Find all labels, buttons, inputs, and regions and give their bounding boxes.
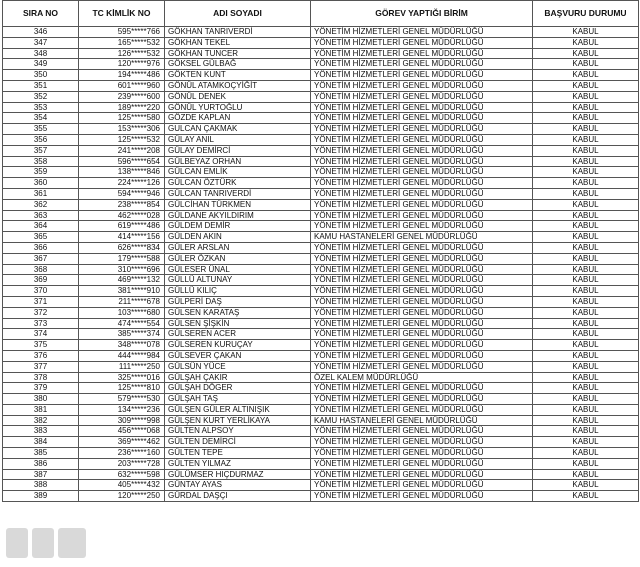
- cell-gorev-birimi: YÖNETİM HİZMETLERİ GENEL MÜDÜRLÜĞÜ: [311, 59, 533, 70]
- cell-basvuru-durumu: KABUL: [533, 59, 639, 70]
- cell-adi-soyadi: GÜLTEN TEPE: [165, 448, 311, 459]
- cell-basvuru-durumu: KABUL: [533, 372, 639, 383]
- cell-tc-kimlik-no: 125*****580: [79, 113, 165, 124]
- cell-sira-no: 375: [3, 340, 79, 351]
- cell-gorev-birimi: YÖNETİM HİZMETLERİ GENEL MÜDÜRLÜĞÜ: [311, 448, 533, 459]
- cell-sira-no: 373: [3, 318, 79, 329]
- cell-adi-soyadi: GÖKHAN TEKEL: [165, 37, 311, 48]
- cell-gorev-birimi: YÖNETİM HİZMETLERİ GENEL MÜDÜRLÜĞÜ: [311, 329, 533, 340]
- cell-sira-no: 350: [3, 70, 79, 81]
- cell-sira-no: 348: [3, 48, 79, 59]
- cell-gorev-birimi: YÖNETİM HİZMETLERİ GENEL MÜDÜRLÜĞÜ: [311, 394, 533, 405]
- cell-basvuru-durumu: KABUL: [533, 361, 639, 372]
- cell-sira-no: 372: [3, 307, 79, 318]
- cell-adi-soyadi: GÜLTEN DEMİRCİ: [165, 437, 311, 448]
- cell-sira-no: 374: [3, 329, 79, 340]
- cell-tc-kimlik-no: 138*****846: [79, 167, 165, 178]
- cell-sira-no: 353: [3, 102, 79, 113]
- cell-tc-kimlik-no: 111*****250: [79, 361, 165, 372]
- cell-basvuru-durumu: KABUL: [533, 296, 639, 307]
- cell-basvuru-durumu: KABUL: [533, 480, 639, 491]
- cell-tc-kimlik-no: 236*****160: [79, 448, 165, 459]
- table-row: [3, 113, 639, 124]
- cell-sira-no: 356: [3, 134, 79, 145]
- cell-tc-kimlik-no: 238*****854: [79, 199, 165, 210]
- cell-basvuru-durumu: KABUL: [533, 404, 639, 415]
- cell-adi-soyadi: GÖNÜL DENEK: [165, 91, 311, 102]
- cell-gorev-birimi: YÖNETİM HİZMETLERİ GENEL MÜDÜRLÜĞÜ: [311, 491, 533, 502]
- cell-gorev-birimi: YÖNETİM HİZMETLERİ GENEL MÜDÜRLÜĞÜ: [311, 480, 533, 491]
- cell-tc-kimlik-no: 632*****598: [79, 469, 165, 480]
- cell-gorev-birimi: YÖNETİM HİZMETLERİ GENEL MÜDÜRLÜĞÜ: [311, 156, 533, 167]
- cell-adi-soyadi: GÜLAY DEMİRCİ: [165, 145, 311, 156]
- cell-gorev-birimi: YÖNETİM HİZMETLERİ GENEL MÜDÜRLÜĞÜ: [311, 350, 533, 361]
- cell-adi-soyadi: GÜNTAY AYAS: [165, 480, 311, 491]
- cell-basvuru-durumu: KABUL: [533, 242, 639, 253]
- cell-adi-soyadi: GÜLCAN EMLİK: [165, 167, 311, 178]
- table-row: [3, 275, 639, 286]
- cell-tc-kimlik-no: 224*****126: [79, 178, 165, 189]
- table-row: [3, 48, 639, 59]
- cell-tc-kimlik-no: 414*****156: [79, 232, 165, 243]
- cell-tc-kimlik-no: 579*****530: [79, 394, 165, 405]
- cell-gorev-birimi: KAMU HASTANELERİ GENEL MÜDÜRLÜĞÜ: [311, 415, 533, 426]
- cell-basvuru-durumu: KABUL: [533, 286, 639, 297]
- cell-sira-no: 387: [3, 469, 79, 480]
- cell-basvuru-durumu: KABUL: [533, 70, 639, 81]
- cell-basvuru-durumu: KABUL: [533, 178, 639, 189]
- cell-adi-soyadi: GÖKTEN KUNT: [165, 70, 311, 81]
- cell-adi-soyadi: GÖKSEL GÜLBAĞ: [165, 59, 311, 70]
- cell-basvuru-durumu: KABUL: [533, 210, 639, 221]
- cell-tc-kimlik-no: 241*****208: [79, 145, 165, 156]
- cell-gorev-birimi: YÖNETİM HİZMETLERİ GENEL MÜDÜRLÜĞÜ: [311, 145, 533, 156]
- cell-gorev-birimi: ÖZEL KALEM MÜDÜRLÜĞÜ: [311, 372, 533, 383]
- cell-tc-kimlik-no: 125*****532: [79, 134, 165, 145]
- table-row: [3, 296, 639, 307]
- cell-basvuru-durumu: KABUL: [533, 167, 639, 178]
- cell-gorev-birimi: YÖNETİM HİZMETLERİ GENEL MÜDÜRLÜĞÜ: [311, 264, 533, 275]
- cell-adi-soyadi: GÜLTEN ALPSOY: [165, 426, 311, 437]
- cell-basvuru-durumu: KABUL: [533, 491, 639, 502]
- cell-basvuru-durumu: KABUL: [533, 27, 639, 38]
- cell-sira-no: 384: [3, 437, 79, 448]
- cell-sira-no: 349: [3, 59, 79, 70]
- table-row: [3, 372, 639, 383]
- cell-gorev-birimi: YÖNETİM HİZMETLERİ GENEL MÜDÜRLÜĞÜ: [311, 167, 533, 178]
- cell-tc-kimlik-no: 189*****220: [79, 102, 165, 113]
- table-row: [3, 307, 639, 318]
- cell-adi-soyadi: GÖKHAN TANRIVERDİ: [165, 27, 311, 38]
- table-row: [3, 91, 639, 102]
- cell-basvuru-durumu: KABUL: [533, 253, 639, 264]
- cell-basvuru-durumu: KABUL: [533, 469, 639, 480]
- table-row: [3, 178, 639, 189]
- cell-sira-no: 358: [3, 156, 79, 167]
- cell-gorev-birimi: YÖNETİM HİZMETLERİ GENEL MÜDÜRLÜĞÜ: [311, 469, 533, 480]
- cell-gorev-birimi: YÖNETİM HİZMETLERİ GENEL MÜDÜRLÜĞÜ: [311, 437, 533, 448]
- cell-basvuru-durumu: KABUL: [533, 91, 639, 102]
- cell-tc-kimlik-no: 594*****946: [79, 188, 165, 199]
- cell-basvuru-durumu: KABUL: [533, 437, 639, 448]
- cell-sira-no: 382: [3, 415, 79, 426]
- table-row: [3, 426, 639, 437]
- cell-adi-soyadi: GÜLDEN AKIN: [165, 232, 311, 243]
- cell-sira-no: 369: [3, 275, 79, 286]
- cell-sira-no: 355: [3, 124, 79, 135]
- table-header: [3, 1, 639, 27]
- cell-adi-soyadi: GÜLER ARSLAN: [165, 242, 311, 253]
- table-row: [3, 232, 639, 243]
- cell-basvuru-durumu: KABUL: [533, 448, 639, 459]
- cell-basvuru-durumu: KABUL: [533, 232, 639, 243]
- cell-tc-kimlik-no: 120*****250: [79, 491, 165, 502]
- cell-tc-kimlik-no: 601*****960: [79, 80, 165, 91]
- table-row: [3, 156, 639, 167]
- cell-adi-soyadi: GÜLBEYAZ ORHAN: [165, 156, 311, 167]
- header-basvuru-durumu: BAŞVURU DURUMU: [533, 1, 639, 27]
- cell-gorev-birimi: YÖNETİM HİZMETLERİ GENEL MÜDÜRLÜĞÜ: [311, 340, 533, 351]
- cell-gorev-birimi: YÖNETİM HİZMETLERİ GENEL MÜDÜRLÜĞÜ: [311, 113, 533, 124]
- table-row: [3, 59, 639, 70]
- table-row: [3, 340, 639, 351]
- cell-sira-no: 351: [3, 80, 79, 91]
- cell-gorev-birimi: YÖNETİM HİZMETLERİ GENEL MÜDÜRLÜĞÜ: [311, 361, 533, 372]
- table-row: [3, 167, 639, 178]
- cell-gorev-birimi: YÖNETİM HİZMETLERİ GENEL MÜDÜRLÜĞÜ: [311, 383, 533, 394]
- cell-sira-no: 379: [3, 383, 79, 394]
- cell-adi-soyadi: GÜLŞEN GÜLER ALTINIŞIK: [165, 404, 311, 415]
- cell-adi-soyadi: GÜLESER ÜNAL: [165, 264, 311, 275]
- cell-gorev-birimi: YÖNETİM HİZMETLERİ GENEL MÜDÜRLÜĞÜ: [311, 27, 533, 38]
- cell-tc-kimlik-no: 325*****016: [79, 372, 165, 383]
- cell-gorev-birimi: YÖNETİM HİZMETLERİ GENEL MÜDÜRLÜĞÜ: [311, 253, 533, 264]
- cell-adi-soyadi: GÜRDAL DAŞÇI: [165, 491, 311, 502]
- table-row: [3, 221, 639, 232]
- cell-tc-kimlik-no: 619*****486: [79, 221, 165, 232]
- cell-adi-soyadi: GÜLAY ANIL: [165, 134, 311, 145]
- table-row: [3, 480, 639, 491]
- cell-basvuru-durumu: KABUL: [533, 80, 639, 91]
- table-row: [3, 102, 639, 113]
- table-row: [3, 145, 639, 156]
- cell-adi-soyadi: GÖZDE KAPLAN: [165, 113, 311, 124]
- cell-tc-kimlik-no: 120*****976: [79, 59, 165, 70]
- cell-gorev-birimi: YÖNETİM HİZMETLERİ GENEL MÜDÜRLÜĞÜ: [311, 134, 533, 145]
- cell-gorev-birimi: YÖNETİM HİZMETLERİ GENEL MÜDÜRLÜĞÜ: [311, 70, 533, 81]
- cell-basvuru-durumu: KABUL: [533, 188, 639, 199]
- cell-sira-no: 376: [3, 350, 79, 361]
- cell-gorev-birimi: YÖNETİM HİZMETLERİ GENEL MÜDÜRLÜĞÜ: [311, 221, 533, 232]
- cell-basvuru-durumu: KABUL: [533, 134, 639, 145]
- cell-sira-no: 377: [3, 361, 79, 372]
- cell-sira-no: 361: [3, 188, 79, 199]
- cell-basvuru-durumu: KABUL: [533, 394, 639, 405]
- table-row: [3, 70, 639, 81]
- cell-basvuru-durumu: KABUL: [533, 48, 639, 59]
- cell-gorev-birimi: YÖNETİM HİZMETLERİ GENEL MÜDÜRLÜĞÜ: [311, 188, 533, 199]
- cell-sira-no: 383: [3, 426, 79, 437]
- table-row: [3, 491, 639, 502]
- table-row: [3, 210, 639, 221]
- cell-tc-kimlik-no: 125*****810: [79, 383, 165, 394]
- cell-gorev-birimi: YÖNETİM HİZMETLERİ GENEL MÜDÜRLÜĞÜ: [311, 404, 533, 415]
- cell-basvuru-durumu: KABUL: [533, 264, 639, 275]
- cell-sira-no: 362: [3, 199, 79, 210]
- cell-sira-no: 389: [3, 491, 79, 502]
- cell-adi-soyadi: GÜLŞEN KURT YERLİKAYA: [165, 415, 311, 426]
- cell-gorev-birimi: YÖNETİM HİZMETLERİ GENEL MÜDÜRLÜĞÜ: [311, 458, 533, 469]
- cell-basvuru-durumu: KABUL: [533, 113, 639, 124]
- table-row: [3, 329, 639, 340]
- cell-basvuru-durumu: KABUL: [533, 350, 639, 361]
- cell-tc-kimlik-no: 405*****432: [79, 480, 165, 491]
- cell-tc-kimlik-no: 165*****532: [79, 37, 165, 48]
- cell-gorev-birimi: YÖNETİM HİZMETLERİ GENEL MÜDÜRLÜĞÜ: [311, 91, 533, 102]
- cell-tc-kimlik-no: 126*****532: [79, 48, 165, 59]
- table-row: [3, 415, 639, 426]
- cell-sira-no: 365: [3, 232, 79, 243]
- cell-adi-soyadi: GÜLCAN TANRIVERDİ: [165, 188, 311, 199]
- cell-basvuru-durumu: KABUL: [533, 383, 639, 394]
- cell-basvuru-durumu: KABUL: [533, 275, 639, 286]
- cell-adi-soyadi: GÜLPERİ DAŞ: [165, 296, 311, 307]
- cell-tc-kimlik-no: 211*****678: [79, 296, 165, 307]
- cell-tc-kimlik-no: 103*****680: [79, 307, 165, 318]
- table-row: [3, 27, 639, 38]
- table-row: [3, 188, 639, 199]
- table-row: [3, 394, 639, 405]
- cell-sira-no: 360: [3, 178, 79, 189]
- cell-adi-soyadi: GÜLSEVER ÇAKAN: [165, 350, 311, 361]
- cell-basvuru-durumu: KABUL: [533, 37, 639, 48]
- cell-adi-soyadi: GÜLLÜ ALTUNAY: [165, 275, 311, 286]
- cell-tc-kimlik-no: 194*****486: [79, 70, 165, 81]
- cell-adi-soyadi: GÜLER ÖZKAN: [165, 253, 311, 264]
- cell-sira-no: 359: [3, 167, 79, 178]
- cell-basvuru-durumu: KABUL: [533, 307, 639, 318]
- cell-adi-soyadi: GÜLŞAH TAŞ: [165, 394, 311, 405]
- cell-tc-kimlik-no: 179*****588: [79, 253, 165, 264]
- cell-sira-no: 388: [3, 480, 79, 491]
- cell-sira-no: 386: [3, 458, 79, 469]
- cell-basvuru-durumu: KABUL: [533, 426, 639, 437]
- cell-basvuru-durumu: KABUL: [533, 221, 639, 232]
- table-row: [3, 80, 639, 91]
- cell-gorev-birimi: KAMU HASTANELERİ GENEL MÜDÜRLÜĞÜ: [311, 232, 533, 243]
- cell-basvuru-durumu: KABUL: [533, 458, 639, 469]
- cell-tc-kimlik-no: 203*****728: [79, 458, 165, 469]
- cell-tc-kimlik-no: 444*****984: [79, 350, 165, 361]
- cell-gorev-birimi: YÖNETİM HİZMETLERİ GENEL MÜDÜRLÜĞÜ: [311, 286, 533, 297]
- cell-tc-kimlik-no: 626*****834: [79, 242, 165, 253]
- cell-basvuru-durumu: KABUL: [533, 199, 639, 210]
- cell-sira-no: 354: [3, 113, 79, 124]
- cell-sira-no: 385: [3, 448, 79, 459]
- table-body: [3, 27, 639, 502]
- table-row: [3, 318, 639, 329]
- table-row: [3, 199, 639, 210]
- cell-basvuru-durumu: KABUL: [533, 156, 639, 167]
- cell-sira-no: 368: [3, 264, 79, 275]
- cell-gorev-birimi: YÖNETİM HİZMETLERİ GENEL MÜDÜRLÜĞÜ: [311, 124, 533, 135]
- cell-tc-kimlik-no: 381*****910: [79, 286, 165, 297]
- cell-sira-no: 366: [3, 242, 79, 253]
- header-gorev-birimi: GÖREV YAPTIĞI BİRİM: [311, 1, 533, 27]
- cell-sira-no: 380: [3, 394, 79, 405]
- cell-tc-kimlik-no: 239*****600: [79, 91, 165, 102]
- cell-sira-no: 347: [3, 37, 79, 48]
- cell-sira-no: 346: [3, 27, 79, 38]
- cell-gorev-birimi: YÖNETİM HİZMETLERİ GENEL MÜDÜRLÜĞÜ: [311, 37, 533, 48]
- cell-adi-soyadi: GÜLSEREN KURUÇAY: [165, 340, 311, 351]
- cell-adi-soyadi: GÖKHAN TUNCER: [165, 48, 311, 59]
- cell-tc-kimlik-no: 462*****028: [79, 210, 165, 221]
- cell-basvuru-durumu: KABUL: [533, 102, 639, 113]
- cell-gorev-birimi: YÖNETİM HİZMETLERİ GENEL MÜDÜRLÜĞÜ: [311, 296, 533, 307]
- table-row: [3, 242, 639, 253]
- cell-adi-soyadi: GÖNÜL YURTOĞLU: [165, 102, 311, 113]
- table-row: [3, 286, 639, 297]
- cell-tc-kimlik-no: 153*****306: [79, 124, 165, 135]
- cell-gorev-birimi: YÖNETİM HİZMETLERİ GENEL MÜDÜRLÜĞÜ: [311, 307, 533, 318]
- table-row: [3, 264, 639, 275]
- cell-basvuru-durumu: KABUL: [533, 318, 639, 329]
- cell-basvuru-durumu: KABUL: [533, 124, 639, 135]
- cell-tc-kimlik-no: 385*****374: [79, 329, 165, 340]
- cell-tc-kimlik-no: 309*****998: [79, 415, 165, 426]
- cell-tc-kimlik-no: 134*****236: [79, 404, 165, 415]
- cell-adi-soyadi: GÜLCAN ÖZTÜRK: [165, 178, 311, 189]
- cell-sira-no: 378: [3, 372, 79, 383]
- table-row: [3, 383, 639, 394]
- cell-gorev-birimi: YÖNETİM HİZMETLERİ GENEL MÜDÜRLÜĞÜ: [311, 275, 533, 286]
- table-row: [3, 448, 639, 459]
- cell-gorev-birimi: YÖNETİM HİZMETLERİ GENEL MÜDÜRLÜĞÜ: [311, 48, 533, 59]
- cell-gorev-birimi: YÖNETİM HİZMETLERİ GENEL MÜDÜRLÜĞÜ: [311, 210, 533, 221]
- cell-gorev-birimi: YÖNETİM HİZMETLERİ GENEL MÜDÜRLÜĞÜ: [311, 242, 533, 253]
- cell-sira-no: 371: [3, 296, 79, 307]
- cell-adi-soyadi: GÜLÜMSER HIÇDURMAZ: [165, 469, 311, 480]
- watermark-logo: [4, 522, 90, 564]
- cell-tc-kimlik-no: 474*****554: [79, 318, 165, 329]
- cell-basvuru-durumu: KABUL: [533, 415, 639, 426]
- cell-adi-soyadi: GÜLDANE AKYILDIRIM: [165, 210, 311, 221]
- table-row: [3, 361, 639, 372]
- table-row: [3, 134, 639, 145]
- header-sira-no: SIRA NO: [3, 1, 79, 27]
- cell-gorev-birimi: YÖNETİM HİZMETLERİ GENEL MÜDÜRLÜĞÜ: [311, 178, 533, 189]
- cell-basvuru-durumu: KABUL: [533, 145, 639, 156]
- cell-adi-soyadi: GÜLSEN KARATAŞ: [165, 307, 311, 318]
- cell-adi-soyadi: GÜLTEN YILMAZ: [165, 458, 311, 469]
- cell-adi-soyadi: GÜLSEN ŞİŞKİN: [165, 318, 311, 329]
- applicant-table: [2, 0, 639, 502]
- cell-adi-soyadi: GÖNÜL ATAMKOÇYİĞİT: [165, 80, 311, 91]
- table-row: [3, 253, 639, 264]
- cell-tc-kimlik-no: 595*****766: [79, 27, 165, 38]
- cell-sira-no: 370: [3, 286, 79, 297]
- table-row: [3, 458, 639, 469]
- cell-sira-no: 357: [3, 145, 79, 156]
- cell-sira-no: 367: [3, 253, 79, 264]
- cell-sira-no: 352: [3, 91, 79, 102]
- cell-gorev-birimi: YÖNETİM HİZMETLERİ GENEL MÜDÜRLÜĞÜ: [311, 80, 533, 91]
- cell-adi-soyadi: GÜLSÜN YÜCE: [165, 361, 311, 372]
- header-row: [3, 1, 639, 27]
- cell-basvuru-durumu: KABUL: [533, 340, 639, 351]
- cell-sira-no: 364: [3, 221, 79, 232]
- cell-basvuru-durumu: KABUL: [533, 329, 639, 340]
- table-row: [3, 404, 639, 415]
- cell-sira-no: 363: [3, 210, 79, 221]
- cell-gorev-birimi: YÖNETİM HİZMETLERİ GENEL MÜDÜRLÜĞÜ: [311, 426, 533, 437]
- table-row: [3, 469, 639, 480]
- header-adi-soyadi: ADI SOYADI: [165, 1, 311, 27]
- cell-adi-soyadi: GÜLLÜ KILIÇ: [165, 286, 311, 297]
- cell-tc-kimlik-no: 469*****132: [79, 275, 165, 286]
- cell-tc-kimlik-no: 310*****696: [79, 264, 165, 275]
- cell-adi-soyadi: GÜLŞAH ÇAKIR: [165, 372, 311, 383]
- table-row: [3, 350, 639, 361]
- cell-adi-soyadi: GÜLSEREN ACER: [165, 329, 311, 340]
- cell-tc-kimlik-no: 456*****068: [79, 426, 165, 437]
- cell-tc-kimlik-no: 348*****078: [79, 340, 165, 351]
- table-row: [3, 437, 639, 448]
- cell-adi-soyadi: GULCAN ÇAKMAK: [165, 124, 311, 135]
- header-tc-kimlik-no: TC KİMLİK NO: [79, 1, 165, 27]
- cell-tc-kimlik-no: 369*****462: [79, 437, 165, 448]
- cell-gorev-birimi: YÖNETİM HİZMETLERİ GENEL MÜDÜRLÜĞÜ: [311, 199, 533, 210]
- cell-gorev-birimi: YÖNETİM HİZMETLERİ GENEL MÜDÜRLÜĞÜ: [311, 102, 533, 113]
- cell-gorev-birimi: YÖNETİM HİZMETLERİ GENEL MÜDÜRLÜĞÜ: [311, 318, 533, 329]
- cell-adi-soyadi: GÜLDEM DEMİR: [165, 221, 311, 232]
- table-row: [3, 124, 639, 135]
- table-row: [3, 37, 639, 48]
- cell-tc-kimlik-no: 596*****654: [79, 156, 165, 167]
- cell-sira-no: 381: [3, 404, 79, 415]
- cell-adi-soyadi: GÜLŞAH DÖGER: [165, 383, 311, 394]
- cell-adi-soyadi: GÜLCİHAN TÜRKMEN: [165, 199, 311, 210]
